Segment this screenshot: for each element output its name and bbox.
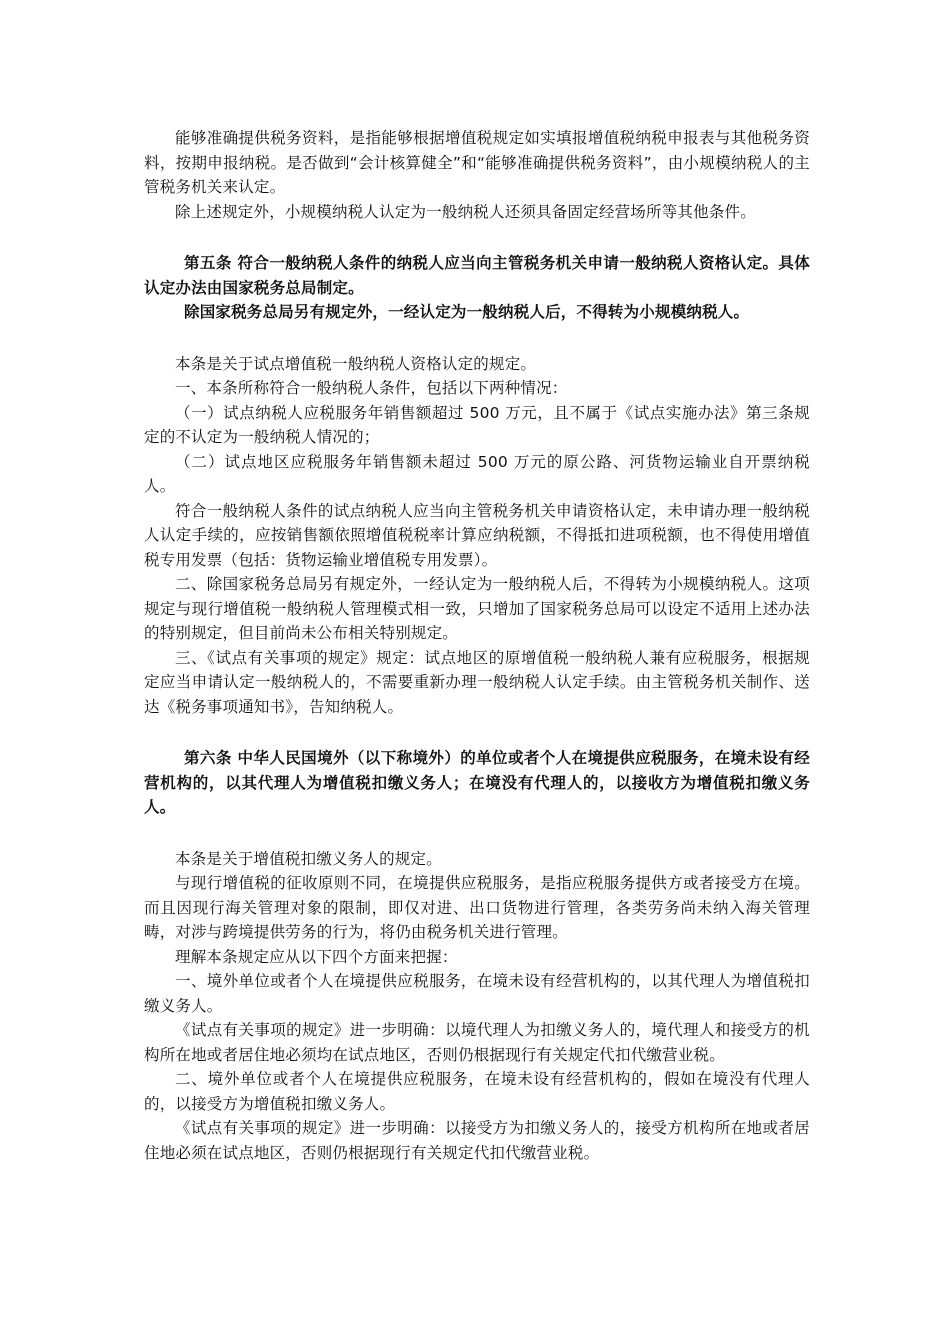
- paragraph: 除上述规定外，小规模纳税人认定为一般纳税人还须具备固定经营场所等其他条件。: [175, 202, 756, 221]
- paragraph: 与现行增值税的征收原则不同，在境提供应税服务，是指应税服务提供方或者接受方在境。而且因现行海关管理对象的限制，即仅对进、出口货物进行管理，各类劳务尚未纳入海关管理畴，对涉与跨境提供劳务的行为，将仍由税务机关进行管理。: [144, 874, 810, 941]
- spacer: [144, 719, 810, 746]
- paragraph: 一、境外单位或者个人在境提供应税服务，在境未设有经营机构的，以其代理人为增值税扣缴义务人。: [144, 972, 810, 1015]
- paragraph: 理解本条规定应从以下四个方面来把握：: [175, 947, 458, 966]
- paragraph: 本条是关于增值税扣缴义务人的规定。: [175, 849, 442, 868]
- paragraph: 三、《试点有关事项的规定》规定：试点地区的原增值税一般纳税人兼有应税服务，根据规定应当申请认定一般纳税人的，不需要重新办理一般纳税人认定手续。由主管税务机关制作、送达《税务事项通知书》，告知纳税人。: [144, 648, 810, 716]
- paragraph: 《试点有关事项的规定》进一步明确：以接受方为扣缴义务人的，接受方机构所在地或者居住地必须在试点地区，否则仍根据现行有关规定代扣代缴营业税。: [144, 1119, 810, 1162]
- paragraph: 《试点有关事项的规定》进一步明确：以境代理人为扣缴义务人的，境代理人和接受方的机构所在地或者居住地必须均在试点地区，否则仍根据现行有关规定代扣代缴营业税。: [144, 1021, 810, 1064]
- paragraph: 能够准确提供税务资料，是指能够根据增值税规定如实填报增值税纳税申报表与其他税务资料，按期申报纳税。是否做到“会计核算健全”和“能够准确提供税务资料”，由小规模纳税人的主管税务机关来认定。: [144, 129, 810, 196]
- article-6-heading: 第六条 中华人民国境外（以下称境外）的单位或者个人在境提供应税服务，在境未设有经营机构的，以其代理人为增值税扣缴义务人；在境没有代理人的，以接收方为增值税扣缴义务人。: [144, 749, 810, 816]
- spacer: [144, 325, 810, 352]
- spacer: [144, 224, 810, 251]
- paragraph: 二、除国家税务总局另有规定外，一经认定为一般纳税人后，不得转为小规模纳税人。这项规定与现行增值税一般纳税人管理模式相一致，只增加了国家税务总局可以设定不适用上述办法的特别规定，但目前尚未公布相关特别规定。: [144, 575, 810, 642]
- paragraph: （二）试点地区应税服务年销售额未超过 500 万元的原公路、河货物运输业自开票纳税人。: [144, 452, 810, 495]
- paragraph: 符合一般纳税人条件的试点纳税人应当向主管税务机关申请资格认定，未申请办理一般纳税人认定手续的，应按销售额依照增值税税率计算应纳税额，不得抵扣进项税额，也不得使用增值税专用发票（包括：货物运输业增值税专用发票）。: [144, 501, 810, 569]
- article-5-heading: 第五条 符合一般纳税人条件的纳税人应当向主管税务机关申请一般纳税人资格认定。具体认定办法由国家税务总局制定。: [144, 254, 810, 297]
- spacer: [144, 820, 810, 847]
- paragraph: （一）试点纳税人应税服务年销售额超过 500 万元，且不属于《试点实施办法》第三条规定的不认定为一般纳税人情况的；: [144, 403, 810, 446]
- paragraph: 二、境外单位或者个人在境提供应税服务，在境未设有经营机构的，假如在境没有代理人的，以接受方为增值税扣缴义务人。: [144, 1070, 810, 1113]
- paragraph: 本条是关于试点增值税一般纳税人资格认定的规定。: [175, 354, 537, 373]
- document-page: [144, 126, 810, 1165]
- article-5-clause: 除国家税务总局另有规定外，一经认定为一般纳税人后，不得转为小规模纳税人。: [184, 303, 750, 321]
- paragraph: 一、本条所称符合一般纳税人条件，包括以下两种情况：: [175, 379, 568, 397]
